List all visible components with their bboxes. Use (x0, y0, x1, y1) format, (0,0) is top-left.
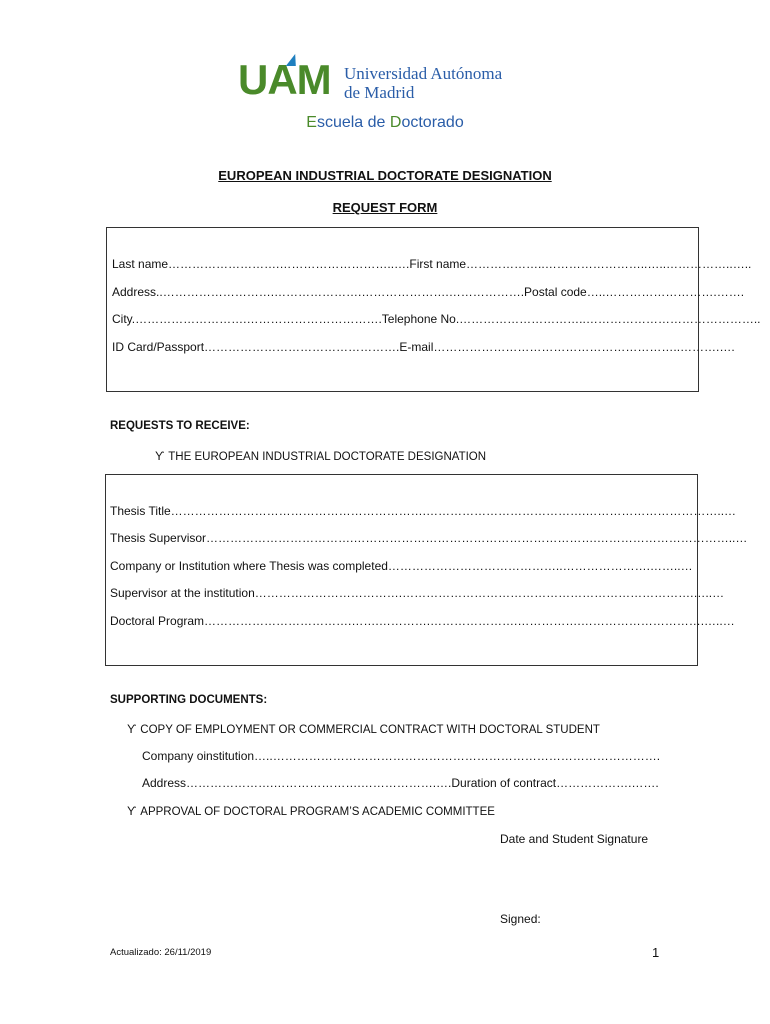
personal-data-box (106, 227, 699, 392)
supporting-item-approval[interactable] (127, 804, 495, 818)
requests-heading: REQUESTS TO RECEIVE: (110, 420, 250, 432)
uam-logo (238, 54, 538, 104)
company-institution-field[interactable]: Company or Institution where Thesis was completed……………………………………..………………….……..… (110, 559, 693, 573)
school-name-part1: scuela de (316, 114, 390, 131)
id-card-email-field[interactable]: ID Card/Passport………………………………………….E-mail……………………………………………………..……….…. (112, 340, 735, 354)
checkbox-symbol-icon[interactable]: ϒ (127, 804, 137, 818)
supporting-heading: SUPPORTING DOCUMENTS: (110, 694, 268, 706)
doctoral-program-field[interactable]: Doctoral Program……………………………….…….………….………………….…………….………………………….…..… (110, 614, 735, 628)
requests-item-label: THE EUROPEAN INDUSTRIAL DOCTORATE DESIGNATION (168, 451, 487, 463)
school-name-initial-d: D (389, 114, 402, 131)
school-name-part2: octorado (401, 114, 464, 131)
requests-item[interactable] (155, 449, 486, 463)
checkbox-symbol-icon[interactable]: ϒ (127, 722, 137, 736)
school-name-initial-e: E (306, 114, 317, 131)
page-number: 1 (652, 945, 660, 960)
thesis-supervisor-field[interactable]: Thesis Supervisor……………………………….…………………………………………………….……………………………..… (110, 531, 748, 545)
company-institution-contract-field[interactable]: Company oinstitution…..……………………………………………………………………………………. (142, 749, 661, 763)
university-name-line1: Universidad Autónoma (344, 64, 503, 83)
supporting-item-contract[interactable] (127, 722, 600, 736)
university-name-line2: de Madrid (344, 83, 415, 102)
thesis-title-field[interactable]: Thesis Title……………………………………………………….………………………………….……………………………..… (110, 504, 737, 518)
last-name-first-name-field[interactable]: Last name……………………….………………………..….First name………………..……………………..…..……………..….. (112, 257, 752, 271)
supporting-item-approval-label: APPROVAL OF DOCTORAL PROGRAM’S ACADEMIC COMMITTEE (140, 806, 495, 818)
institution-supervisor-field[interactable]: Supervisor at the institution……………………………….……………………………………………………………….…..… (110, 586, 725, 600)
address-postal-code-field[interactable]: Address..……………………….………………….………………….……………….Postal code…..……………………….……. (112, 285, 745, 299)
form-subtitle: REQUEST FORM (332, 200, 438, 215)
address-duration-field[interactable]: Address………………….………………….……………….….Duration of contract……………….……. (142, 776, 659, 790)
form-title: EUROPEAN INDUSTRIAL DOCTORATE DESIGNATION (218, 168, 552, 183)
school-name (0, 114, 770, 132)
signature-label: Date and Student Signature (500, 832, 649, 846)
signed-label: Signed: (500, 912, 541, 926)
updated-date: Actualizado: 26/11/2019 (110, 947, 212, 958)
supporting-item-contract-label: COPY OF EMPLOYMENT OR COMMERCIAL CONTRACT WITH DOCTORAL STUDENT (140, 724, 600, 736)
city-telephone-field[interactable]: City.……………………….…………………………….Telephone No.…………………………..…………………………………….. (112, 312, 761, 326)
checkbox-symbol-icon[interactable]: ϒ (155, 449, 165, 463)
uam-logo-mark: UAM (238, 56, 331, 103)
